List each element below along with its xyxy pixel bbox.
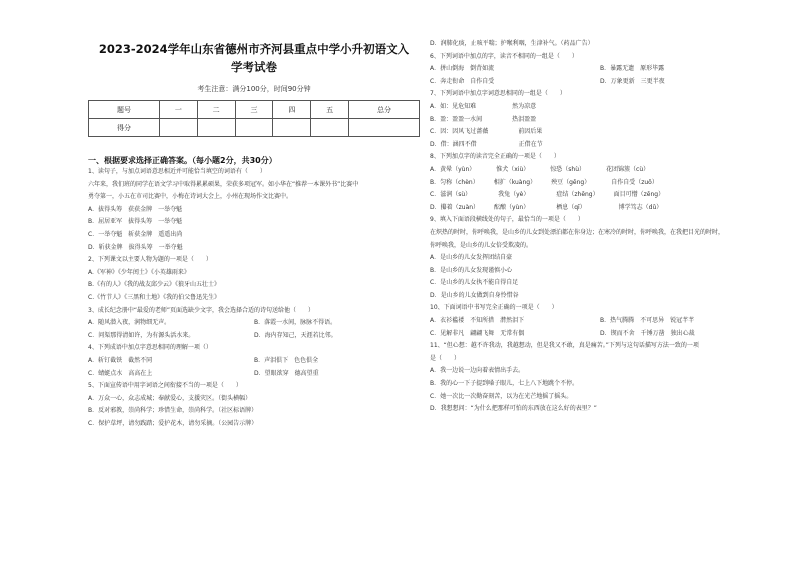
score-header-row <box>89 101 420 119</box>
question-line: 6、下列词语中加点的字，读音不相同的一组是（ ） <box>430 52 578 60</box>
question-line: A．黄晕（yùn） 惟犬（xiù） 惊恐（shù） 花团锦簇（cù） <box>430 165 650 173</box>
question-line: B．盈：盈盈一水间 热泪盈盈 <box>430 115 537 123</box>
score-cell <box>159 119 197 137</box>
question-line: 9、填入下面语段横线处的句子，最恰当的一项是（ ） <box>430 216 584 224</box>
title-line-2: 学考试卷 <box>231 60 277 74</box>
option-text: D．万象更新 三更半夜 <box>600 77 665 85</box>
score-cell <box>349 119 420 137</box>
score-header-cell: 三 <box>235 101 273 119</box>
question-line: C．她一次比一次勤奋刻苦，以为在光芒地摇了摇头。 <box>430 392 573 400</box>
option-text: A．随风潜入夜，润物细无声。 <box>88 319 171 327</box>
question-line: B．我的心一下子提到嗓子眼儿，七上八下地跳个不停。 <box>430 380 579 388</box>
section-heading: 一、根据要求选择正确答案。（每小题2分，共30分） <box>88 156 277 165</box>
question-line: 六年来，我们班的同学在语文学习中取得累累硕果，荣获多项冠军。如小华在“推荐一本课外书”比赛中 <box>88 180 359 188</box>
question-line: A.《军神》《少年闰土》《小英雄雨来》 <box>88 268 190 276</box>
question-line: 1、读句子，与加点词语意思相近并可能恰当填空的词语有（ ） <box>88 168 266 175</box>
question-line: 你呼唤我，是山乡的儿女倍受欺凌的。 <box>430 241 533 249</box>
option-text: D．望眼欲穿 德高望重 <box>254 369 319 377</box>
score-header-cell: 总分 <box>349 101 420 119</box>
exam-title <box>88 40 420 76</box>
option-text: B．声泪俱下 色色俱全 <box>254 356 319 364</box>
score-cell <box>273 119 311 137</box>
question-line: 7、下列词语中加点字词意思相同的一组是（ ） <box>430 90 566 98</box>
option-text: B．落霞一水间，脉脉不得语。 <box>254 319 337 327</box>
question-line: 3、成长纪念册中“最爱的老师”页面选缺少文字，我会选择合适的诗句送给他（ ） <box>88 306 315 314</box>
option-text: D．海内存知己，天涯若比邻。 <box>254 331 337 339</box>
question-line: B．屈居亚军 拔得头筹 一举夺魁 <box>88 218 183 226</box>
option-text: B．暴露无遗 原形毕露 <box>600 65 665 73</box>
option-row <box>88 317 420 330</box>
score-header-cell: 四 <box>273 101 311 119</box>
score-cell <box>197 119 235 137</box>
question-line: 5、下面宣传语中用字词语之间衔接不当的一项是（ ） <box>88 382 242 390</box>
option-row <box>430 328 770 341</box>
question-line: A．是山乡的儿女发挥团结自豪 <box>430 254 513 262</box>
question-line: D．我想想问：“为什么把那样可怕的东西放在这么好的表里？” <box>430 405 597 413</box>
exam-note: 考生注意：满分100分，时间90分钟 <box>197 85 311 93</box>
option-row <box>430 76 770 89</box>
question-line: 8、下列加点字的读音完全正确的一项是（ ） <box>430 153 560 161</box>
option-text: A．衣衫褴褛 不知所措 潸然泪下 <box>430 317 525 325</box>
question-line: D．斩获金牌 拔得头筹 一举夺魁 <box>88 243 183 251</box>
option-text: A．拼山倒海 倒背如流 <box>430 65 495 73</box>
option-row <box>430 63 770 76</box>
question-line: 4、下列成语中加点字意思相同的理解一项（） <box>88 344 212 352</box>
score-header-cell: 一 <box>159 101 197 119</box>
question-line: B．反对邪教，崇尚科学；珍惜生命，崇尚科学。（社区标语牌） <box>88 407 258 415</box>
question-line: D．攥着（zuàn） 酝酿（yùn） 栖息（qī） 博学笃志（dǔ） <box>430 203 663 211</box>
option-row <box>88 355 420 368</box>
question-line: C．一举夺魁 斩获金牌 遥遥出尚 <box>88 230 183 238</box>
question-line: D．润肺化痰，止咳平喘；护喉利咽，生津补气。（药品广告） <box>430 40 594 47</box>
left-column <box>88 0 420 430</box>
score-cell <box>235 119 273 137</box>
score-cell <box>311 119 349 137</box>
question-line: C．是山乡的儿女执不能自得自足 <box>430 279 519 287</box>
question-line: 在炽热的时时，你呼唤我，是山乡的儿女到处漂泊都在你身边；在寒冷的时时，你呼唤我，在我把目光的时时， <box>430 228 725 236</box>
option-text: C．见解非凡 翩翩飞舞 无常有偶 <box>430 329 525 337</box>
score-header-cell: 五 <box>311 101 349 119</box>
question-line: D．借：涵四不借 正借在节 <box>430 140 543 148</box>
question-line: C．滋润（sù） 我兔（yè） 症结（zhēng） 面目可憎（zēng） <box>430 191 665 199</box>
title-line-1: 2023-2024学年山东省德州市齐河县重点中学小升初语文入 <box>98 42 410 56</box>
option-row <box>88 368 420 381</box>
score-value-row <box>89 119 420 137</box>
question-line: B.《有的人》《我的战友邱少云》《狼牙山五壮士》 <box>88 281 221 289</box>
question-line: 是（ ） <box>430 354 461 362</box>
option-text: C．问渠那得清如许，为有源头活水来。 <box>88 331 195 339</box>
score-header-cell: 题号 <box>89 101 160 119</box>
question-line: A．我一边说一边向着表情出手去。 <box>430 367 525 375</box>
question-line: C.《竹节人》《三黑和土地》《我的伯父鲁迅先生》 <box>88 293 221 301</box>
question-line: 10、下面词语中书写完全正确的一项是（ ） <box>430 304 558 312</box>
option-text: C．蜻蜓点水 高高在上 <box>88 369 153 377</box>
option-row <box>88 330 420 343</box>
question-line: 11、“但心想：越不许我动，我越想动，但是我又不敢，真是痛苦。”下列与这句话描写方法一致的一项 <box>430 342 699 350</box>
question-line: A．拔得头筹 获获金牌 一举夺魁 <box>88 205 183 213</box>
option-text: A．斩钉截铁 截然不同 <box>88 356 153 364</box>
right-column <box>430 0 770 416</box>
option-text: B．热气腾腾 不可思异 锐冠芊芊 <box>600 317 695 325</box>
score-row-label: 得分 <box>89 119 160 137</box>
question-line: A．万众一心，众志成城；奉献爱心，支援灾区。（街头横幅） <box>88 394 252 402</box>
right-question-body <box>430 38 770 416</box>
score-table <box>88 100 420 137</box>
question-line: 2、下列课文以主要人物为题的一项是（ ） <box>88 256 212 264</box>
option-text: C．奔走衔命 自作自受 <box>430 77 495 85</box>
question-line: C．因：因风飞过蔷薇 前因后果 <box>430 128 543 136</box>
question-line: D．是山乡的儿女做到自身怜惜谷 <box>430 291 519 299</box>
option-row <box>430 315 770 328</box>
question-line: A．如：见危知难 然为凉意 <box>430 102 537 110</box>
question-line: B．匀称（chèn） 相扩（kuàng） 殃豆（gēng） 自作自受（zuō） <box>430 178 658 186</box>
question-line: C．保护草坪，请勿践踏；爱护花木，请勿采摘。（公园告示牌） <box>88 419 258 427</box>
question-line: 勇夺第一，小五在市司比赛中，小梅在诗词大会上，小州在现场作文比赛中。 <box>88 193 293 201</box>
option-text: D．锲而不舍 千锤万凿 独出心裁 <box>600 329 695 337</box>
left-question-body <box>88 166 420 430</box>
score-header-cell: 二 <box>197 101 235 119</box>
question-line: B．是山乡的儿女发现谨慎小心 <box>430 266 513 274</box>
